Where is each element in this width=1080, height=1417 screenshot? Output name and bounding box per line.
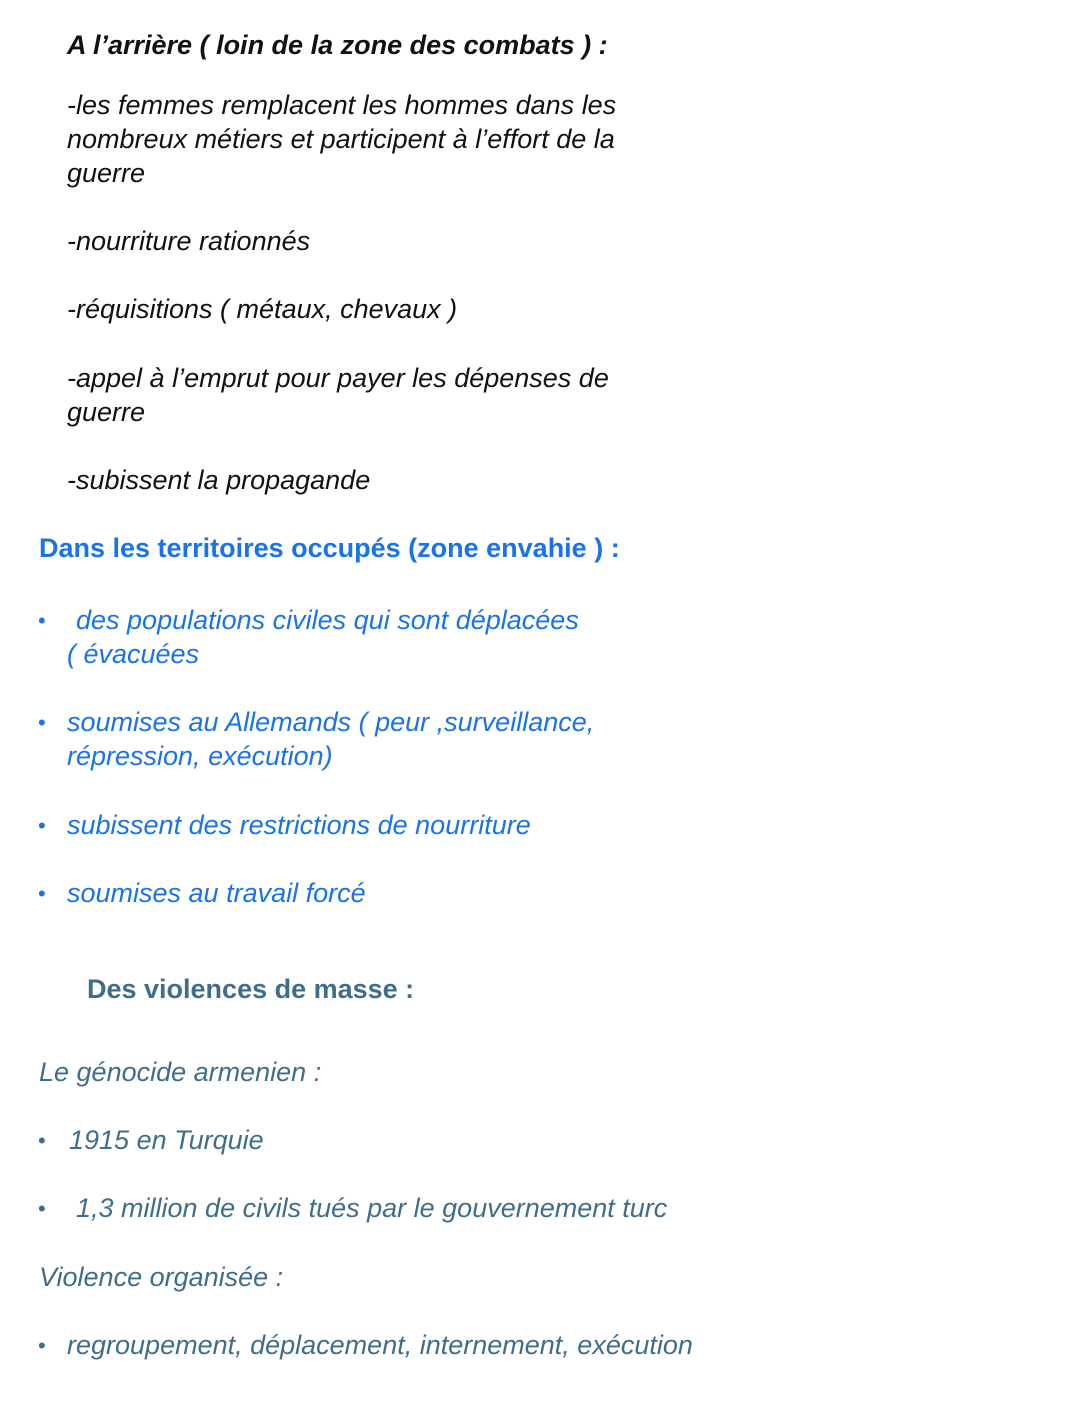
heading-arriere: A l’arrière ( loin de la zone des combats ) :	[67, 30, 608, 60]
arriere-item-1-line-2: nombreux métiers et participent à l’effort de la	[67, 124, 615, 154]
bullet-dot: •	[38, 1196, 46, 1221]
occupes-item-1-line-1: des populations civiles qui sont déplacées	[76, 605, 579, 635]
occupes-item-3: subissent des restrictions de nourriture	[67, 810, 531, 840]
bullet-dot: •	[38, 881, 46, 906]
heading-violences-de-masse: Des violences de masse :	[87, 974, 415, 1004]
arriere-item-5: -subissent la propagande	[67, 465, 371, 495]
occupes-item-4: soumises au travail forcé	[67, 878, 366, 908]
bullet-dot: •	[38, 813, 46, 838]
occupes-item-2-line-1: soumises au Allemands ( peur ,surveillance,	[67, 707, 595, 737]
arriere-item-4-line-1: -appel à l’emprut pour payer les dépenses de	[67, 363, 609, 393]
genocide-item-2: 1,3 million de civils tués par le gouvernement turc	[76, 1193, 668, 1223]
arriere-item-1-line-1: -les femmes remplacent les hommes dans les	[67, 90, 617, 120]
violence-organisee-title: Violence organisée :	[39, 1262, 284, 1292]
arriere-item-4-line-2: guerre	[67, 397, 146, 427]
occupes-item-2-line-2: répression, exécution)	[67, 741, 333, 771]
genocide-armenien-title: Le génocide armenien :	[39, 1057, 322, 1087]
arriere-item-1-line-3: guerre	[67, 158, 146, 188]
occupes-item-1-line-2: ( évacuées	[67, 639, 200, 669]
organisee-item-1: regroupement, déplacement, internement, exécution	[67, 1330, 693, 1360]
heading-territoires-occupes: Dans les territoires occupés (zone envahie ) :	[39, 533, 620, 563]
arriere-item-3: -réquisitions ( métaux, chevaux )	[67, 294, 458, 324]
bullet-dot: •	[38, 1128, 46, 1153]
bullet-dot: •	[38, 608, 46, 633]
bullet-dot: •	[38, 710, 46, 735]
bullet-dot: •	[38, 1333, 46, 1358]
arriere-item-2: -nourriture rationnés	[67, 226, 311, 256]
genocide-item-1: 1915 en Turquie	[69, 1125, 264, 1155]
